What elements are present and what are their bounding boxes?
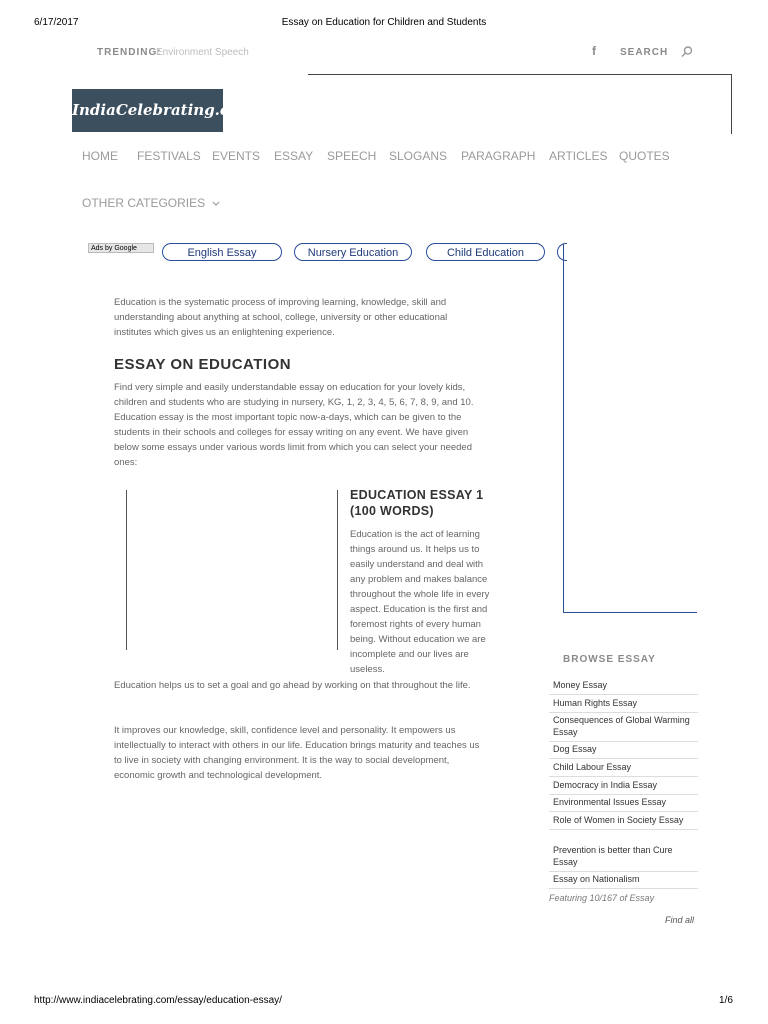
nav-item-home[interactable]: HOME (82, 149, 118, 163)
sidebar-item-democracy-essay[interactable]: Democracy in India Essay (549, 777, 698, 795)
nav-item-essay[interactable]: ESSAY (274, 149, 314, 163)
ad-link-child-education[interactable]: Child Education (426, 243, 545, 261)
sidebar-item-dog-essay[interactable]: Dog Essay (549, 741, 698, 759)
print-url: http://www.indiacelebrating.com/essay/education-essay/ (34, 995, 282, 1006)
article-intro: Education is the systematic process of improving learning, knowledge, skill and understanding about anything at school, college, university or other educational institutes which gives us an enlightening experience. (114, 297, 448, 338)
print-page-number: 1/6 (719, 995, 733, 1006)
ads-by-google-badge[interactable]: Ads by Google (88, 243, 154, 253)
featuring-count: Featuring 10/167 of Essay (549, 893, 655, 903)
trending-label: TRENDING: (97, 47, 162, 58)
nav-item-quotes[interactable]: QUOTES (619, 149, 670, 163)
essay1-heading: EDUCATION ESSAY 1 (100 WORDS) (350, 488, 484, 518)
sidebar-item-nationalism-essay[interactable]: Essay on Nationalism (549, 871, 698, 889)
sidebar-item-human-rights-essay[interactable]: Human Rights Essay (549, 695, 698, 713)
ad-box-border-bottom (563, 612, 697, 613)
header-divider-vertical (731, 74, 732, 134)
ad-link-english-essay[interactable]: English Essay (162, 243, 282, 261)
header-divider (308, 74, 731, 75)
article-paragraph-3: It improves our knowledge, skill, confidence level and personality. It empowers us intellectually to interact with others in our life. Education brings maturity and teaches us to live in society with changing environment. It is the way to social development, economic growth and technological development. (114, 725, 480, 781)
nav-item-paragraph[interactable]: PARAGRAPH (461, 149, 536, 163)
search-icon[interactable] (680, 45, 694, 59)
nav-other-categories[interactable] (82, 196, 220, 210)
trending-link[interactable]: Environment Speech (156, 47, 249, 58)
chevron-down-icon (212, 201, 220, 207)
sidebar-item-child-labour-essay[interactable]: Child Labour Essay (549, 759, 698, 777)
print-title: Essay on Education for Children and Students (281, 17, 487, 28)
article-paragraph-1: Find very simple and easily understandable essay on education for your lovely kids, children and students who are studying in nursery, KG, 1, 2, 3, 4, 5, 6, 7, 8, 9, and 10. Education essay is the most important topic now-a-days, which can be given to the students in their schools and colleges for essay writing on any event. We have given below some essays under various words limit from which you can select your needed ones: (114, 382, 474, 468)
other-categories-label: OTHER CATEGORIES (82, 196, 206, 210)
site-logo[interactable]: IndiaCelebrating.com (72, 89, 223, 132)
browse-essay-title: BROWSE ESSAY (563, 654, 656, 665)
find-all-link[interactable]: Find all (665, 915, 695, 925)
sidebar-item-money-essay[interactable]: Money Essay (549, 677, 698, 695)
sidebar-item-global-warming-essay[interactable]: Consequences of Global Warming Essay (549, 712, 698, 742)
sidebar-item-environmental-issues-essay[interactable]: Environmental Issues Essay (549, 794, 698, 812)
ad-link-partial[interactable] (557, 243, 567, 261)
nav-item-speech[interactable]: SPEECH (327, 149, 377, 163)
nav-item-slogans[interactable]: SLOGANS (389, 149, 448, 163)
print-date: 6/17/2017 (34, 17, 79, 28)
nav-item-articles[interactable]: ARTICLES (549, 149, 608, 163)
sidebar-item-role-of-women-essay[interactable]: Role of Women in Society Essay (549, 812, 698, 830)
nav-item-events[interactable]: EVENTS (212, 149, 261, 163)
nav-item-festivals[interactable]: FESTIVALS (137, 149, 201, 163)
sidebar-item-prevention-essay[interactable]: Prevention is better than Cure Essay (549, 842, 698, 872)
essay1-text: Education is the act of learning things around us. It helps us to easily understand and deal with any problem and makes balance throughout the whole life in every aspect. Education is the first and foremost rights of every human being. Without education we are incomplete and our lives are useless. (350, 529, 490, 675)
search-button[interactable]: SEARCH (620, 47, 669, 58)
ad-box-border-left (563, 244, 564, 613)
article-paragraph-2: Education helps us to set a goal and go ahead by working on that throughout the life. (114, 680, 471, 691)
embedded-frame-border-left (126, 490, 127, 650)
article-heading: ESSAY ON EDUCATION (114, 356, 292, 373)
embedded-frame-border-right (337, 490, 338, 650)
facebook-icon[interactable]: f (592, 44, 596, 58)
ad-link-nursery-education[interactable]: Nursery Education (294, 243, 412, 261)
